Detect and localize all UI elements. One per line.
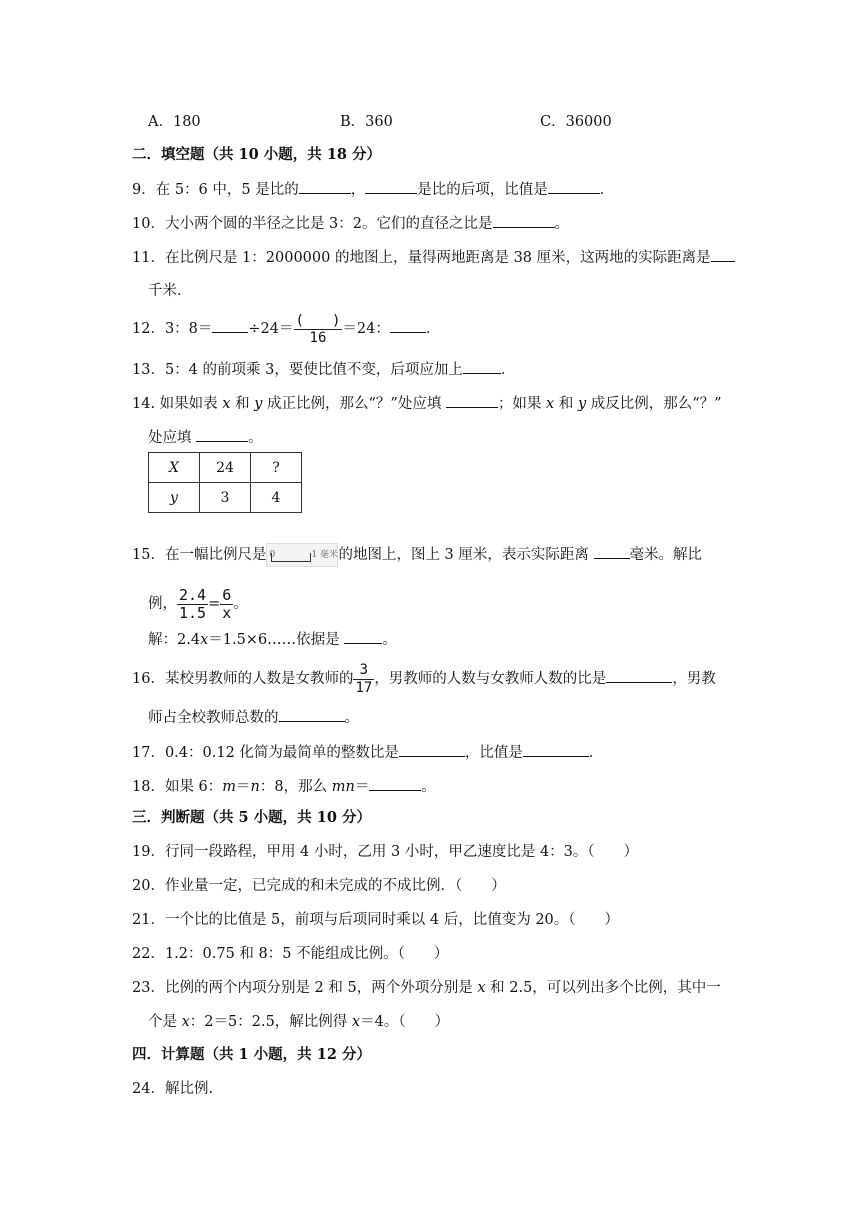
- answer-blank[interactable]: [279, 707, 345, 722]
- table-cell: [149, 483, 200, 513]
- table-cell: 3: [200, 483, 251, 513]
- question-11: [132, 247, 735, 268]
- question-16-cont: [148, 707, 359, 728]
- q15-text: =: [208, 596, 221, 612]
- q16-fraction: [353, 662, 374, 697]
- answer-blank[interactable]: [523, 742, 589, 757]
- fraction-numerator: 3: [359, 661, 369, 678]
- option-c: C．36000: [540, 114, 612, 130]
- q9-text: 9．在 5：6 中，5 是比的: [132, 182, 299, 198]
- question-15-solution: [148, 629, 397, 650]
- q10-text: 10．大小两个圆的半径之比是 3：2。它们的直径之比是: [132, 216, 493, 232]
- answer-blank[interactable]: [369, 776, 421, 791]
- q15-text: 解：2.4: [148, 632, 201, 648]
- answer-blank[interactable]: [711, 247, 735, 262]
- q14-text: ；如果: [497, 396, 542, 412]
- q18-text: ：8，那么: [259, 779, 328, 795]
- q18-text: 18．如果 6：: [132, 779, 223, 795]
- var-x: x: [351, 1014, 361, 1030]
- fraction-numerator[interactable]: ( ): [295, 312, 341, 329]
- q15-text: ＝1.5×6……依据是: [208, 632, 340, 648]
- fraction-denominator: 17: [355, 679, 373, 696]
- q15-text: 15．在一幅比例尺是: [132, 547, 267, 563]
- question-13: [132, 359, 515, 380]
- q15-text: 例，: [148, 596, 177, 612]
- fraction-numerator: 6: [222, 585, 232, 604]
- q14-text: 14. 如果如表: [132, 396, 218, 412]
- q10-text: 。: [554, 216, 570, 232]
- question-12: [132, 312, 440, 346]
- q15-text: 的地图上，图上 3 厘米，表示实际距离: [338, 547, 589, 563]
- question-11-cont: 千米．: [148, 283, 192, 299]
- answer-blank[interactable]: [365, 179, 417, 194]
- fraction-denominator: 16: [294, 329, 343, 346]
- table-cell: 24: [200, 453, 251, 483]
- answer-blank[interactable]: [196, 427, 248, 442]
- question-15: [132, 543, 702, 567]
- section-2-heading: 二．填空题（共 10 小题，共 18 分）: [132, 146, 382, 163]
- table-cell[interactable]: ?: [251, 453, 302, 483]
- q16-text: ，男教: [672, 671, 716, 687]
- scale-bar-line: [271, 553, 311, 562]
- q23-text: ＝4。（ ）: [360, 1014, 450, 1030]
- q15-text: 毫米。解比: [629, 547, 703, 563]
- q23-text: ：2＝5：2.5，解比例得: [189, 1014, 348, 1030]
- answer-blank[interactable]: [493, 213, 555, 228]
- q12-text: 12．3：8＝: [132, 321, 213, 337]
- q18-text: 。: [421, 779, 436, 795]
- var-n: n: [250, 779, 260, 795]
- cell-text: y: [170, 489, 178, 506]
- question-21: 21．一个比的比值是 5，前项与后项同时乘以 4 后，比值变为 20。（ ）: [132, 912, 620, 928]
- q14-text: 和: [558, 396, 574, 412]
- question-10: [132, 213, 569, 234]
- question-23-cont: [148, 1012, 449, 1032]
- q23-text: 和 2.5，可以列出多个比例，其中一: [490, 980, 721, 996]
- q14-text: 成正比例，那么“？”处应填: [267, 396, 442, 412]
- q12-text: ＝24：: [342, 321, 390, 337]
- fraction-denominator: x: [222, 603, 232, 622]
- q12-text: ÷24＝: [248, 321, 294, 337]
- xy-table: [148, 452, 302, 513]
- var-x: x: [546, 396, 555, 412]
- question-24: 24．解比例.: [132, 1081, 214, 1097]
- q14-text: 。: [248, 430, 263, 446]
- var-x: x: [477, 980, 486, 996]
- fraction-denominator: 1.5: [179, 603, 207, 622]
- answer-blank[interactable]: [399, 742, 465, 757]
- question-14-cont: [148, 427, 263, 448]
- q17-text: ．: [588, 745, 604, 761]
- answer-blank[interactable]: [390, 318, 426, 333]
- answer-blank[interactable]: [344, 629, 382, 644]
- q15-fraction-right: [220, 587, 233, 622]
- q11-text: 11．在比例尺是 1：2000000 的地图上，量得两地距离是 38 厘米，这两地的实际距离是: [132, 250, 711, 266]
- table-cell: [149, 453, 200, 483]
- var-y: y: [254, 396, 263, 412]
- answer-blank[interactable]: [594, 544, 630, 559]
- q17-text: ，比值是: [464, 745, 523, 761]
- q9-text: 是比的后项，比值是: [417, 182, 548, 198]
- var-x: x: [181, 1014, 190, 1030]
- table-cell: 4: [251, 483, 302, 513]
- q23-text: 个是: [148, 1014, 177, 1030]
- question-14: [132, 393, 722, 414]
- option-a: A．180: [148, 114, 201, 130]
- question-17: [132, 742, 603, 763]
- question-18: [132, 776, 436, 797]
- scale-label: 0: [269, 550, 276, 560]
- q15-text: 。: [233, 596, 248, 612]
- table-row: [149, 483, 302, 513]
- q16-text: 师占全校教师总数的: [148, 710, 279, 726]
- section-4-heading: 四．计算题（共 1 小题，共 12 分）: [132, 1046, 371, 1063]
- option-b: B．360: [340, 114, 393, 130]
- question-16: [132, 660, 716, 698]
- q15-fraction-left: [177, 587, 208, 622]
- q12-text: ．: [425, 321, 441, 337]
- var-x: x: [200, 632, 209, 648]
- q16-text: ，男教师的人数与女教师人数的比是: [374, 671, 607, 687]
- q9-text: ．: [599, 182, 615, 198]
- q14-text: 和: [235, 396, 250, 412]
- q18-text: ＝: [354, 779, 370, 795]
- fraction-numerator: 2.4: [179, 585, 207, 604]
- question-19: 19．行同一段路程，甲用 4 小时，乙用 3 小时，甲乙速度比是 4：3。（ ）: [132, 844, 639, 860]
- q18-text: ＝: [236, 779, 251, 795]
- question-15-cont: [148, 585, 248, 623]
- section-3-heading: 三．判断题（共 5 小题，共 10 分）: [132, 809, 371, 826]
- question-9: [132, 179, 614, 200]
- question-23: [132, 978, 721, 998]
- answer-blank[interactable]: [212, 318, 248, 333]
- answer-blank[interactable]: [463, 359, 501, 374]
- table-row: [149, 453, 302, 483]
- q17-text: 17．0.4：0.12 化简为最简单的整数比是: [132, 745, 399, 761]
- q14-text: 处应填: [148, 430, 192, 446]
- q16-text: 16．某校男教师的人数是女教师的: [132, 671, 354, 687]
- q13-text: 13．5：4 的前项乘 3，要使比值不变，后项应加上: [132, 362, 463, 378]
- answer-blank[interactable]: [299, 179, 351, 194]
- q13-text: ．: [500, 362, 516, 378]
- var-y: y: [577, 396, 587, 412]
- answer-blank[interactable]: [548, 179, 600, 194]
- question-20: 20．作业量一定，已完成的和未完成的不成比例．（ ）: [132, 878, 506, 894]
- cell-text: X: [169, 459, 179, 476]
- q16-text: 。: [344, 710, 359, 726]
- q15-text: 。: [382, 632, 397, 648]
- var-mn: mn: [331, 779, 355, 795]
- q9-text: ，: [350, 182, 366, 198]
- var-m: m: [222, 779, 237, 795]
- scale-bar-icon: [266, 543, 338, 567]
- answer-blank[interactable]: [446, 393, 498, 408]
- q14-text: 成反比例，那么“？”: [590, 396, 722, 412]
- q12-fraction: [294, 313, 343, 346]
- q23-text: 23．比例的两个内项分别是 2 和 5，两个外项分别是: [132, 980, 473, 996]
- scale-label: 1 毫米: [311, 550, 339, 560]
- var-x: x: [222, 396, 231, 412]
- answer-blank[interactable]: [606, 668, 672, 683]
- question-22: 22．1.2：0.75 和 8：5 不能组成比例。（ ）: [132, 946, 449, 962]
